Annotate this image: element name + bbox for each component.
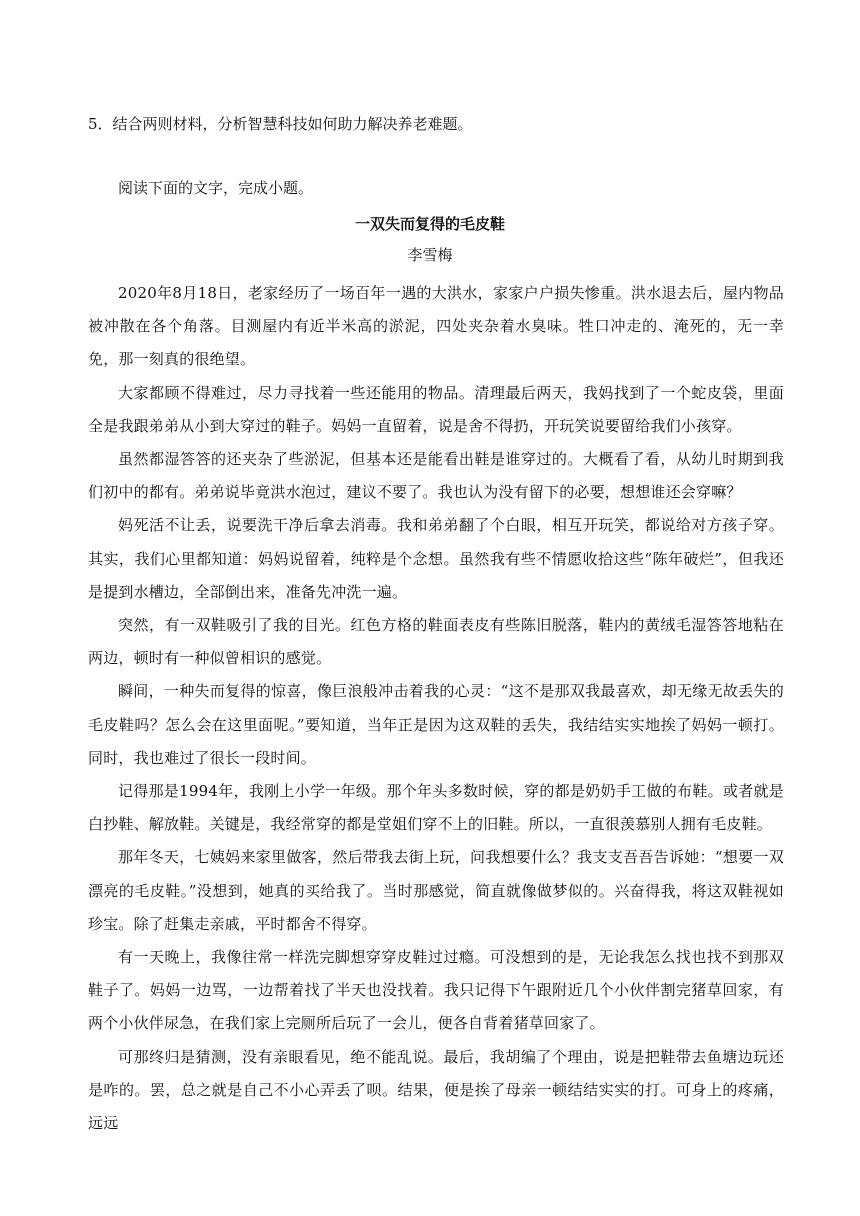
paragraph: 大家都顾不得难过，尽力寻找着一些还能用的物品。清理最后两天，我妈找到了一个蛇皮袋，里面全是我跟弟弟从小到大穿过的鞋子。妈妈一直留着，说是舍不得扔，开玩笑说要留给我们小孩穿。 bbox=[88, 383, 784, 435]
reading-instruction: 阅读下面的文字，完成小题。 bbox=[118, 179, 314, 197]
paragraph: 有一天晚上，我像往常一样洗完脚想穿穿皮鞋过过瘾。可没想到的是，无论我怎么找也找不到那双鞋子了。妈妈一边骂，一边帮着找了半天也没找着。我只记得下午跟附近几个小伙伴割完猪草回家，有两个小伙伴尿急，在我们家上完厕所后玩了一会儿，便各自背着猪草回家了。 bbox=[88, 948, 784, 1033]
article-author: 李雪梅 bbox=[407, 246, 453, 264]
paragraph: 记得那是1994年，我刚上小学一年级。那个年头多数时候，穿的都是奶奶手工做的布鞋。或者就是白抄鞋、解放鞋。关键是，我经常穿的都是堂姐们穿不上的旧鞋。所以，一直很羡慕别人拥有毛皮鞋。 bbox=[88, 782, 784, 834]
paragraph: 妈死活不让丢，说要洗干净后拿去消毒。我和弟弟翻了个白眼，相互开玩笑，都说给对方孩子穿。其实，我们心里都知道：妈妈说留着，纯粹是个念想。虽然我有些不情愿收拾这些“陈年破烂”，但我还是提到水槽边，全部倒出来，准备先冲洗一遍。 bbox=[88, 516, 784, 601]
paragraph: 可那终归是猜测，没有亲眼看见，绝不能乱说。最后，我胡编了个理由，说是把鞋带去鱼塘边玩还是咋的。罢，总之就是自己不小心弄丢了呗。结果，便是挨了母亲一顿结结实实的打。可身上的疼痛，远远 bbox=[88, 1047, 784, 1133]
paragraph: 突然，有一双鞋吸引了我的目光。红色方格的鞋面表皮有些陈旧脱落，鞋内的黄绒毛湿答答地粘在两边，顿时有一种似曾相识的感觉。 bbox=[88, 616, 784, 668]
article-body bbox=[88, 277, 784, 1140]
paragraph: 那年冬天，七姨妈来家里做客，然后带我去街上玩，问我想要什么？我支支吾吾告诉她：“想要一双漂亮的毛皮鞋。”没想到，她真的买给我了。当时那感觉，简直就像做梦似的。兴奋得我，将这双鞋视如珍宝。除了赶集走亲戚，平时都舍不得穿。 bbox=[88, 848, 784, 933]
paragraph: 2020年8月18日，老家经历了一场百年一遇的大洪水，家家户户损失惨重。洪水退去后，屋内物品被冲散在各个角落。目测屋内有近半米高的淤泥，四处夹杂着水臭味。牲口冲走的、淹死的，无一幸免，那一刻真的很绝望。 bbox=[88, 284, 784, 369]
paragraph: 瞬间，一种失而复得的惊喜，像巨浪般冲击着我的心灵：“这不是那双我最喜欢，却无缘无故丢失的毛皮鞋吗？怎么会在这里面呢。”要知道，当年正是因为这双鞋的丢失，我结结实实地挨了妈妈一顿打。同时，我也难过了很长一段时间。 bbox=[88, 682, 784, 767]
question-5: 5．结合两则材料，分析智慧科技如何助力解决养老难题。 bbox=[88, 115, 473, 133]
paragraph: 虽然都湿答答的还夹杂了些淤泥，但基本还是能看出鞋是谁穿过的。大概看了看，从幼儿时期到我们初中的都有。弟弟说毕竟洪水泡过，建议不要了。我也认为没有留下的必要，想想谁还会穿嘛？ bbox=[88, 450, 784, 502]
article-title: 一双失而复得的毛皮鞋 bbox=[354, 215, 505, 233]
